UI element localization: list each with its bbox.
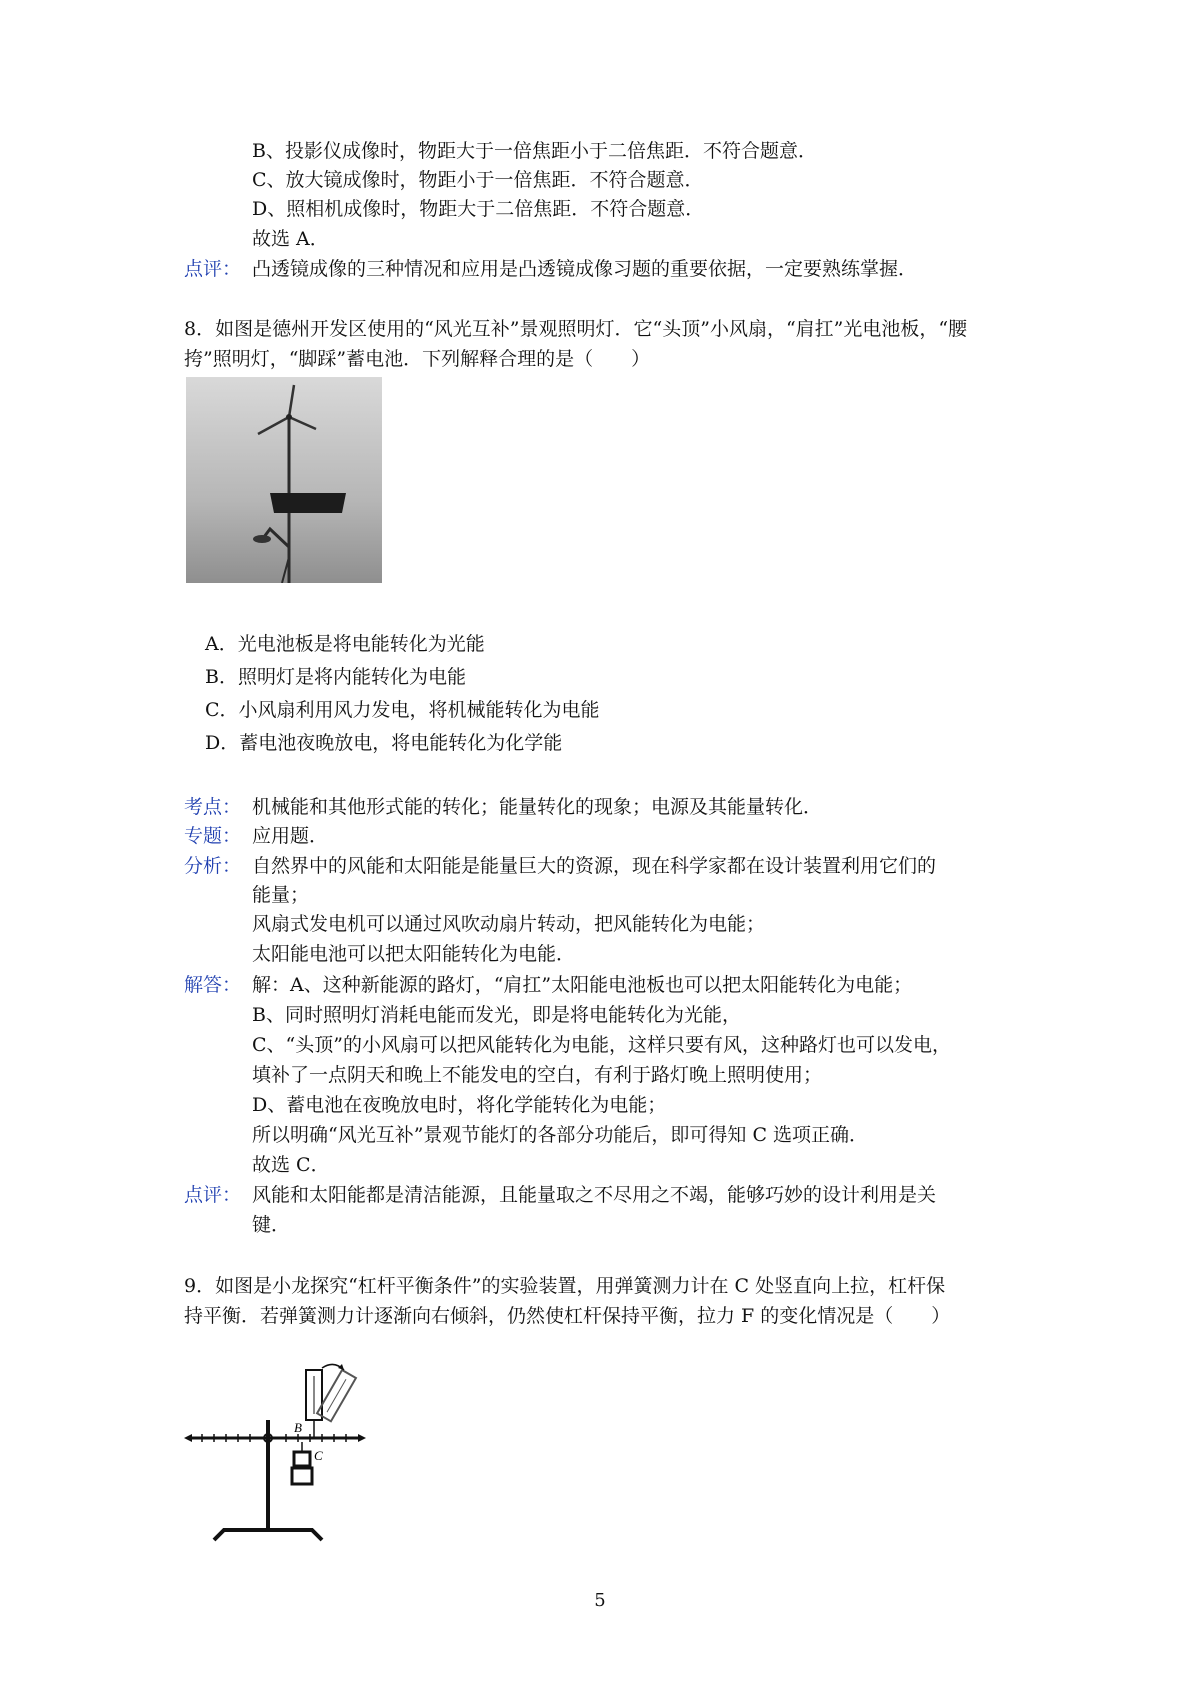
q8-kaodian-text: 机械能和其他形式能的转化；能量转化的现象；电源及其能量转化． bbox=[252, 796, 823, 818]
q8-option-d: D．蓄电池夜晚放电，将电能转化为化学能 bbox=[205, 732, 563, 754]
q9-lever-apparatus-figure bbox=[184, 1360, 374, 1548]
prev-comment-label: 点评： bbox=[184, 258, 242, 280]
prev-option-c: C、放大镜成像时，物距小于一倍焦距．不符合题意． bbox=[252, 169, 704, 191]
q8-zhuanti-label: 专题： bbox=[184, 825, 242, 847]
prev-option-d: D、照相机成像时，物距大于二倍焦距．不符合题意． bbox=[252, 198, 705, 220]
q8-option-b: B．照明灯是将内能转化为电能 bbox=[205, 666, 466, 688]
q8-fenxi-line-2: 能量； bbox=[252, 884, 310, 906]
q8-option-c: C．小风扇利用风力发电，将机械能转化为电能 bbox=[205, 699, 600, 721]
q8-wind-solar-lamp-photo bbox=[186, 377, 382, 583]
q8-jieda-line-5: D、蓄电池在夜晚放电时，将化学能转化为电能； bbox=[252, 1094, 667, 1116]
q8-stem-line-2: 挎”照明灯，“脚踩”蓄电池．下列解释合理的是（ ） bbox=[184, 348, 651, 370]
prev-comment-text: 凸透镜成像的三种情况和应用是凸透镜成像习题的重要依据，一定要熟练掌握． bbox=[252, 258, 918, 280]
q8-fenxi-line-3: 风扇式发电机可以通过风吹动扇片转动，把风能转化为电能； bbox=[252, 913, 766, 935]
q8-option-a: A．光电池板是将电能转化为光能 bbox=[205, 633, 485, 655]
q8-jieda-line-6: 所以明确“风光互补”景观节能灯的各部分功能后，即可得知 C 选项正确． bbox=[252, 1124, 869, 1146]
q8-fenxi-line-1: 自然界中的风能和太阳能是能量巨大的资源，现在科学家都在设计装置利用它们的 bbox=[252, 855, 937, 877]
prev-answer: 故选 A． bbox=[252, 228, 329, 250]
q8-stem-line-1: 8．如图是德州开发区使用的“风光互补”景观照明灯．它“头顶”小风扇，“肩扛”光电池板，“腰 bbox=[184, 318, 968, 340]
q8-fenxi-line-4: 太阳能电池可以把太阳能转化为电能． bbox=[252, 943, 576, 965]
q9-stem-line-2: 持平衡．若弹簧测力计逐渐向右倾斜，仍然使杠杆保持平衡，拉力 F 的变化情况是（ ） bbox=[184, 1305, 951, 1327]
q8-dianping-label: 点评： bbox=[184, 1184, 242, 1206]
page-number: 5 bbox=[594, 1590, 606, 1611]
q8-jieda-line-7: 故选 C． bbox=[252, 1154, 330, 1176]
q9-label-c: C bbox=[314, 1448, 323, 1463]
q8-jieda-line-4: 填补了一点阴天和晚上不能发电的空白，有利于路灯晚上照明使用； bbox=[252, 1064, 823, 1086]
q8-jieda-line-2: B、同时照明灯消耗电能而发光，即是将电能转化为光能， bbox=[252, 1004, 741, 1026]
q8-dianping-line-2: 键． bbox=[252, 1214, 291, 1236]
q8-fenxi-label: 分析： bbox=[184, 855, 242, 877]
q9-stem-line-1: 9．如图是小龙探究“杠杆平衡条件”的实验装置，用弹簧测力计在 C 处竖直向上拉，杠杆保 bbox=[184, 1275, 946, 1297]
q8-kaodian-label: 考点： bbox=[184, 796, 242, 818]
prev-option-b: B、投影仪成像时，物距大于一倍焦距小于二倍焦距．不符合题意． bbox=[252, 140, 817, 162]
q8-dianping-line-1: 风能和太阳能都是清洁能源，且能量取之不尽用之不竭，能够巧妙的设计利用是关 bbox=[252, 1184, 937, 1206]
q8-jieda-line-1: 解：A、这种新能源的路灯，“肩扛”太阳能电池板也可以把太阳能转化为电能； bbox=[252, 974, 913, 996]
q8-zhuanti-text: 应用题． bbox=[252, 825, 329, 847]
q8-jieda-line-3: C、“头顶”的小风扇可以把风能转化为电能，这样只要有风，这种路灯也可以发电， bbox=[252, 1034, 951, 1056]
q9-label-b: B bbox=[294, 1420, 302, 1435]
q8-jieda-label: 解答： bbox=[184, 974, 242, 996]
